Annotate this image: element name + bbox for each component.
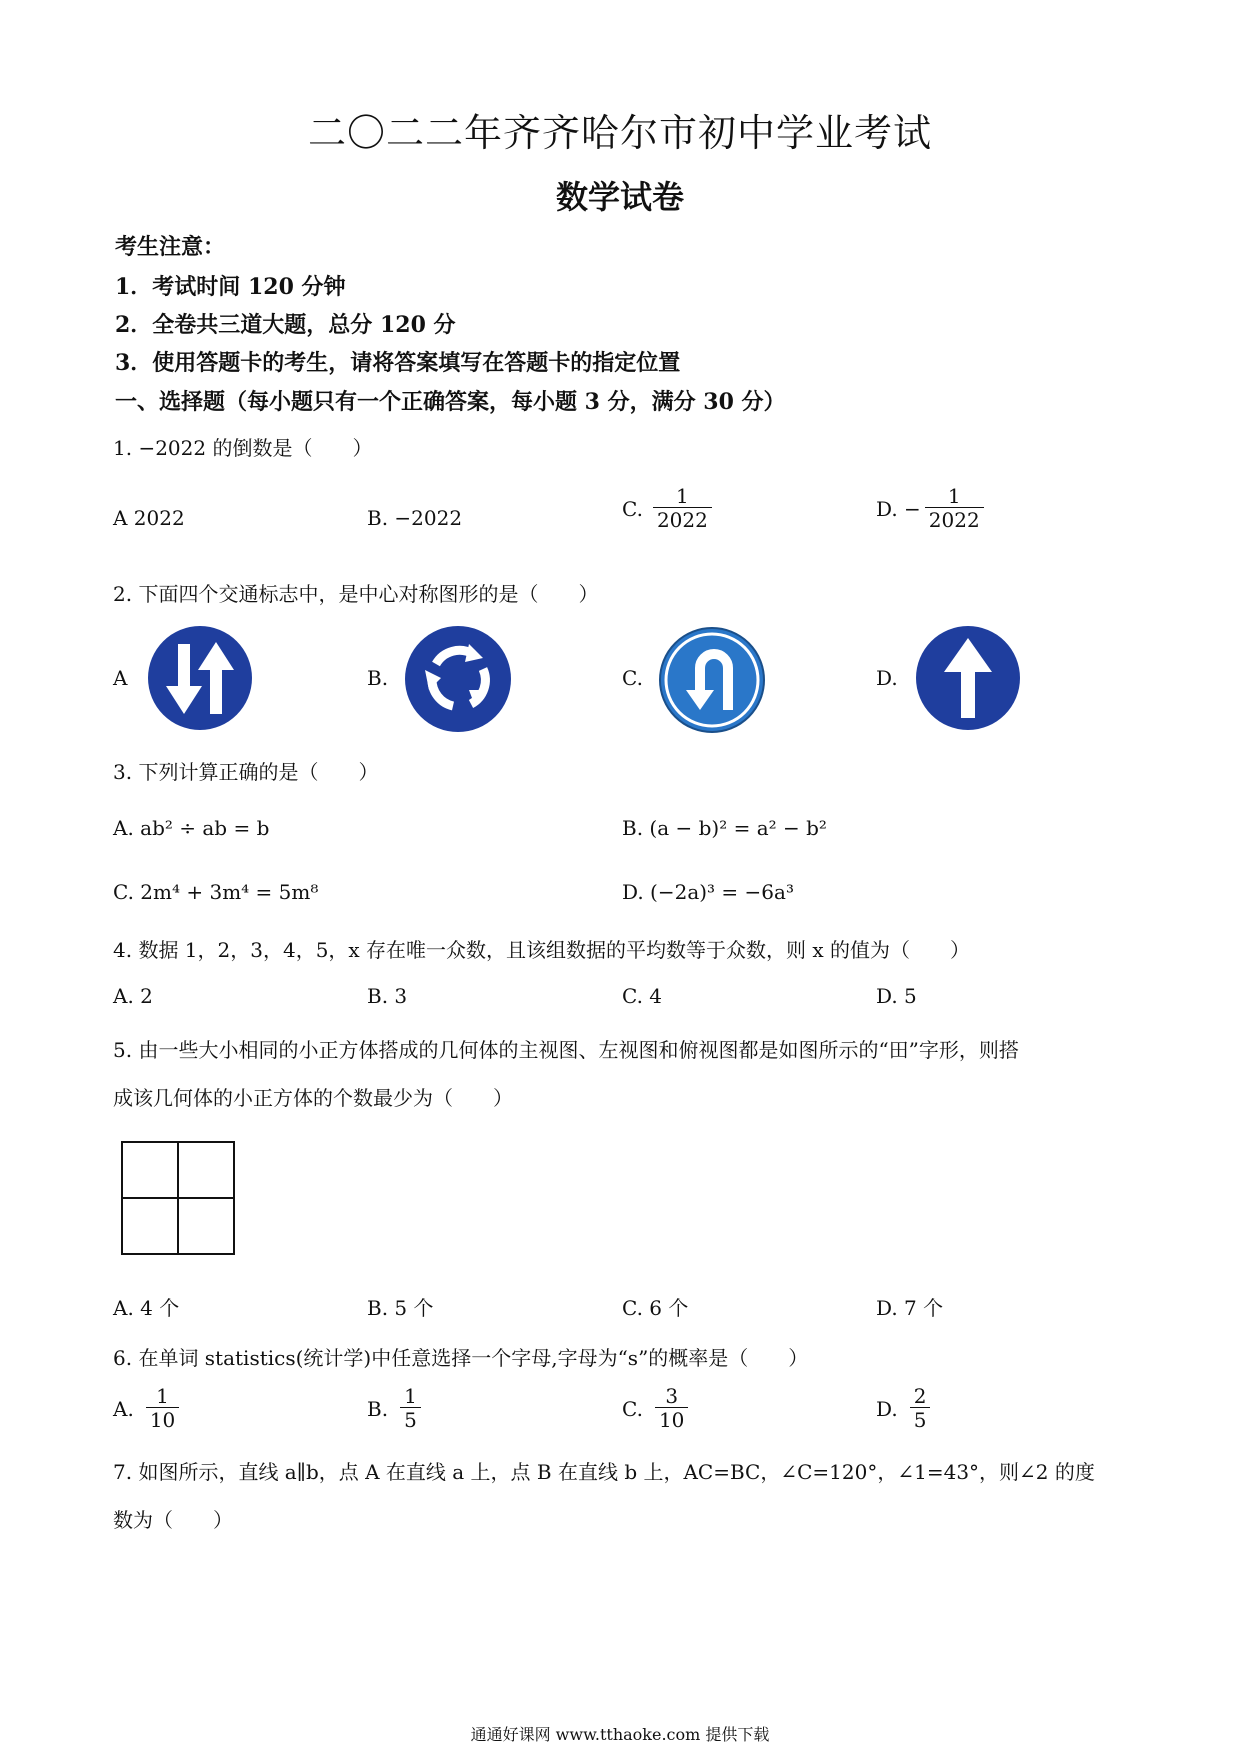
q1-c-denominator: 2022	[653, 507, 712, 531]
q5-option-a: A. 4 个	[113, 1296, 180, 1320]
question-5-line-1: 5. 由一些大小相同的小正方体搭成的几何体的主视图、左视图和俯视图都是如图所示的“田”字形，则搭	[113, 1038, 1019, 1062]
q2-option-b-label: B.	[367, 666, 389, 690]
q6-option-a-label: A.	[113, 1396, 134, 1421]
question-4-text: 4. 数据 1，2，3，4，5，x 存在唯一众数，且该组数据的平均数等于众数，则 x 的值为（ ）	[113, 938, 971, 962]
q4-option-a: A. 2	[113, 984, 153, 1008]
q6-option-c-label: C.	[622, 1396, 643, 1421]
q2-option-c-label: C.	[622, 666, 643, 690]
q6-b-numerator: 1	[404, 1384, 417, 1408]
question-7-line-2: 数为（ ）	[113, 1508, 233, 1532]
q2-option-d-label: D.	[876, 666, 898, 690]
q6-option-c	[622, 1386, 688, 1431]
straight-ahead-sign-icon	[914, 624, 1022, 732]
question-3-text: 3. 下列计算正确的是（ ）	[113, 760, 379, 784]
q1-d-numerator: 1	[947, 484, 961, 508]
q6-c-denominator: 10	[655, 1407, 688, 1431]
notice-item: 2．全卷共三道大题，总分 120 分	[115, 312, 456, 338]
q1-option-b: B. −2022	[367, 506, 463, 530]
q6-option-a	[113, 1386, 179, 1431]
section-heading: 一、选择题（每小题只有一个正确答案，每小题 3 分，满分 30 分）	[115, 389, 786, 415]
notice-item: 3．使用答题卡的考生，请将答案填写在答题卡的指定位置	[115, 350, 681, 376]
q6-option-d-label: D.	[876, 1396, 898, 1421]
q1-option-c	[622, 486, 712, 531]
q5-option-b: B. 5 个	[367, 1296, 434, 1320]
q4-option-d: D. 5	[876, 984, 917, 1008]
q1-option-d-label: D. −	[876, 496, 921, 521]
q1-option-c-label: C.	[622, 496, 643, 521]
question-5-line-2: 成该几何体的小正方体的个数最少为（ ）	[113, 1086, 513, 1110]
notice-item: 1．考试时间 120 分钟	[115, 274, 346, 300]
roundabout-sign-icon	[403, 624, 513, 734]
q1-c-numerator: 1	[676, 484, 689, 508]
u-turn-sign-icon	[658, 626, 766, 734]
exam-subtitle: 数学试卷	[555, 178, 684, 216]
q5-option-d: D. 7 个	[876, 1296, 944, 1320]
q3-option-d: D. (−2a)³ = −6a³	[622, 880, 794, 904]
q3-option-c: C. 2m⁴ + 3m⁴ = 5m⁸	[113, 880, 319, 904]
q6-option-d	[876, 1386, 930, 1431]
footer-credit: 通通好课网 www.tthaoke.com 提供下载	[470, 1725, 770, 1744]
question-7-line-1: 7. 如图所示，直线 a∥b，点 A 在直线 a 上，点 B 在直线 b 上，AC=BC，∠C=120°，∠1=43°，则∠2 的度	[113, 1460, 1095, 1484]
q5-option-c: C. 6 个	[622, 1296, 689, 1320]
question-6-text: 6. 在单词 statistics(统计学)中任意选择一个字母,字母为“s”的概率是（ ）	[113, 1346, 809, 1370]
q3-option-a: A. ab² ÷ ab = b	[113, 816, 270, 840]
q6-c-numerator: 3	[665, 1384, 679, 1408]
q6-d-numerator: 2	[913, 1384, 927, 1408]
q6-option-b	[367, 1386, 421, 1431]
two-way-traffic-sign-icon	[146, 624, 254, 732]
q1-option-d	[876, 486, 984, 531]
q6-option-b-label: B.	[367, 1396, 389, 1421]
question-1-text: 1. −2022 的倒数是（ ）	[113, 436, 373, 460]
q1-d-denominator: 2022	[925, 507, 984, 531]
q6-a-numerator: 1	[156, 1384, 169, 1408]
q3-option-b: B. (a − b)² = a² − b²	[622, 816, 827, 840]
exam-title: 二〇二二年齐齐哈尔市初中学业考试	[307, 111, 932, 155]
q4-option-b: B. 3	[367, 984, 408, 1008]
q6-a-denominator: 10	[146, 1407, 179, 1431]
q6-d-denominator: 5	[910, 1407, 931, 1431]
question-2-text: 2. 下面四个交通标志中，是中心对称图形的是（ ）	[113, 582, 599, 606]
q6-b-denominator: 5	[400, 1407, 421, 1431]
q4-option-c: C. 4	[622, 984, 663, 1008]
q1-option-a: A 2022	[113, 506, 185, 530]
notice-heading: 考生注意：	[115, 234, 226, 260]
q2-option-a-label: A	[113, 666, 128, 690]
tian-grid-figure	[120, 1140, 236, 1260]
